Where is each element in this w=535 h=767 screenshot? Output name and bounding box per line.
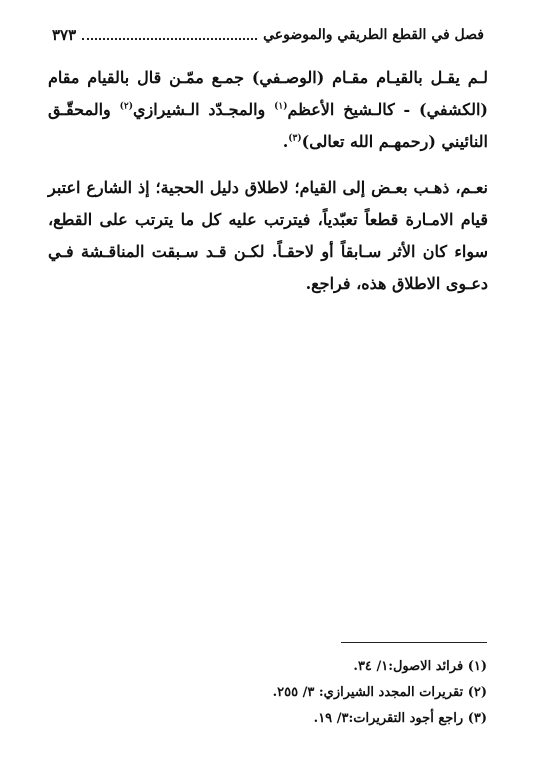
header-title: فصل في القطع الطريقي والموضوعي	[263, 27, 484, 43]
paragraph-2	[48, 172, 488, 300]
footnote-1: (١) فرائد الاصول:١/ ٣٤.	[353, 659, 487, 674]
footnotes	[47, 654, 487, 732]
paragraph-2-lead-word: نعـم،	[455, 178, 488, 197]
footnote-2: (٢) تقريرات المجدد الشيرازي: ٣/ ٢٥٥.	[272, 685, 487, 700]
body-text	[48, 62, 488, 314]
footnote-3: (٣) راجع أجود التقريرات:٣/ ١٩.	[313, 711, 487, 726]
paragraph-1-text-a: لـم يقـل بالقيـام مقـام (الوصـفي) جمـع ممّـن قال بالقيام مقام (الكشفي) - كالـشيخ الأعظم	[48, 68, 488, 119]
footnote-separator	[341, 642, 487, 643]
paragraph-1-text-b: والمجـدّد الـشيرازي	[132, 100, 275, 119]
paragraph-2-text: ذهـب بعـض إلى القيام؛ لاطلاق دليل الحجية؛ إذ الشارع اعتبر قيام الامـارة قطعاً تعبّدياً، فيترتب عليه كل ما يترتب على القطع، سواء كان الأثر سـابقاً أو لاحقـاً. لكـن قـد سـبقت المناقـشة فـي دعـوى الاطلاق هذه، فراجع.	[48, 178, 488, 293]
paragraph-1-text-d: .	[282, 132, 289, 151]
header-dot-leader	[82, 30, 257, 40]
running-header	[52, 22, 484, 48]
page-number: ٣٧٣	[52, 26, 77, 44]
footnote-ref-1: (١)	[274, 101, 288, 112]
paragraph-1-text-c: والمحقّـق النائيني (رحمهـم الله تعالى)	[48, 100, 488, 151]
footnote-ref-3: (٣)	[288, 133, 302, 144]
footnote-ref-2: (٢)	[119, 101, 133, 112]
paragraph-1	[48, 62, 488, 158]
